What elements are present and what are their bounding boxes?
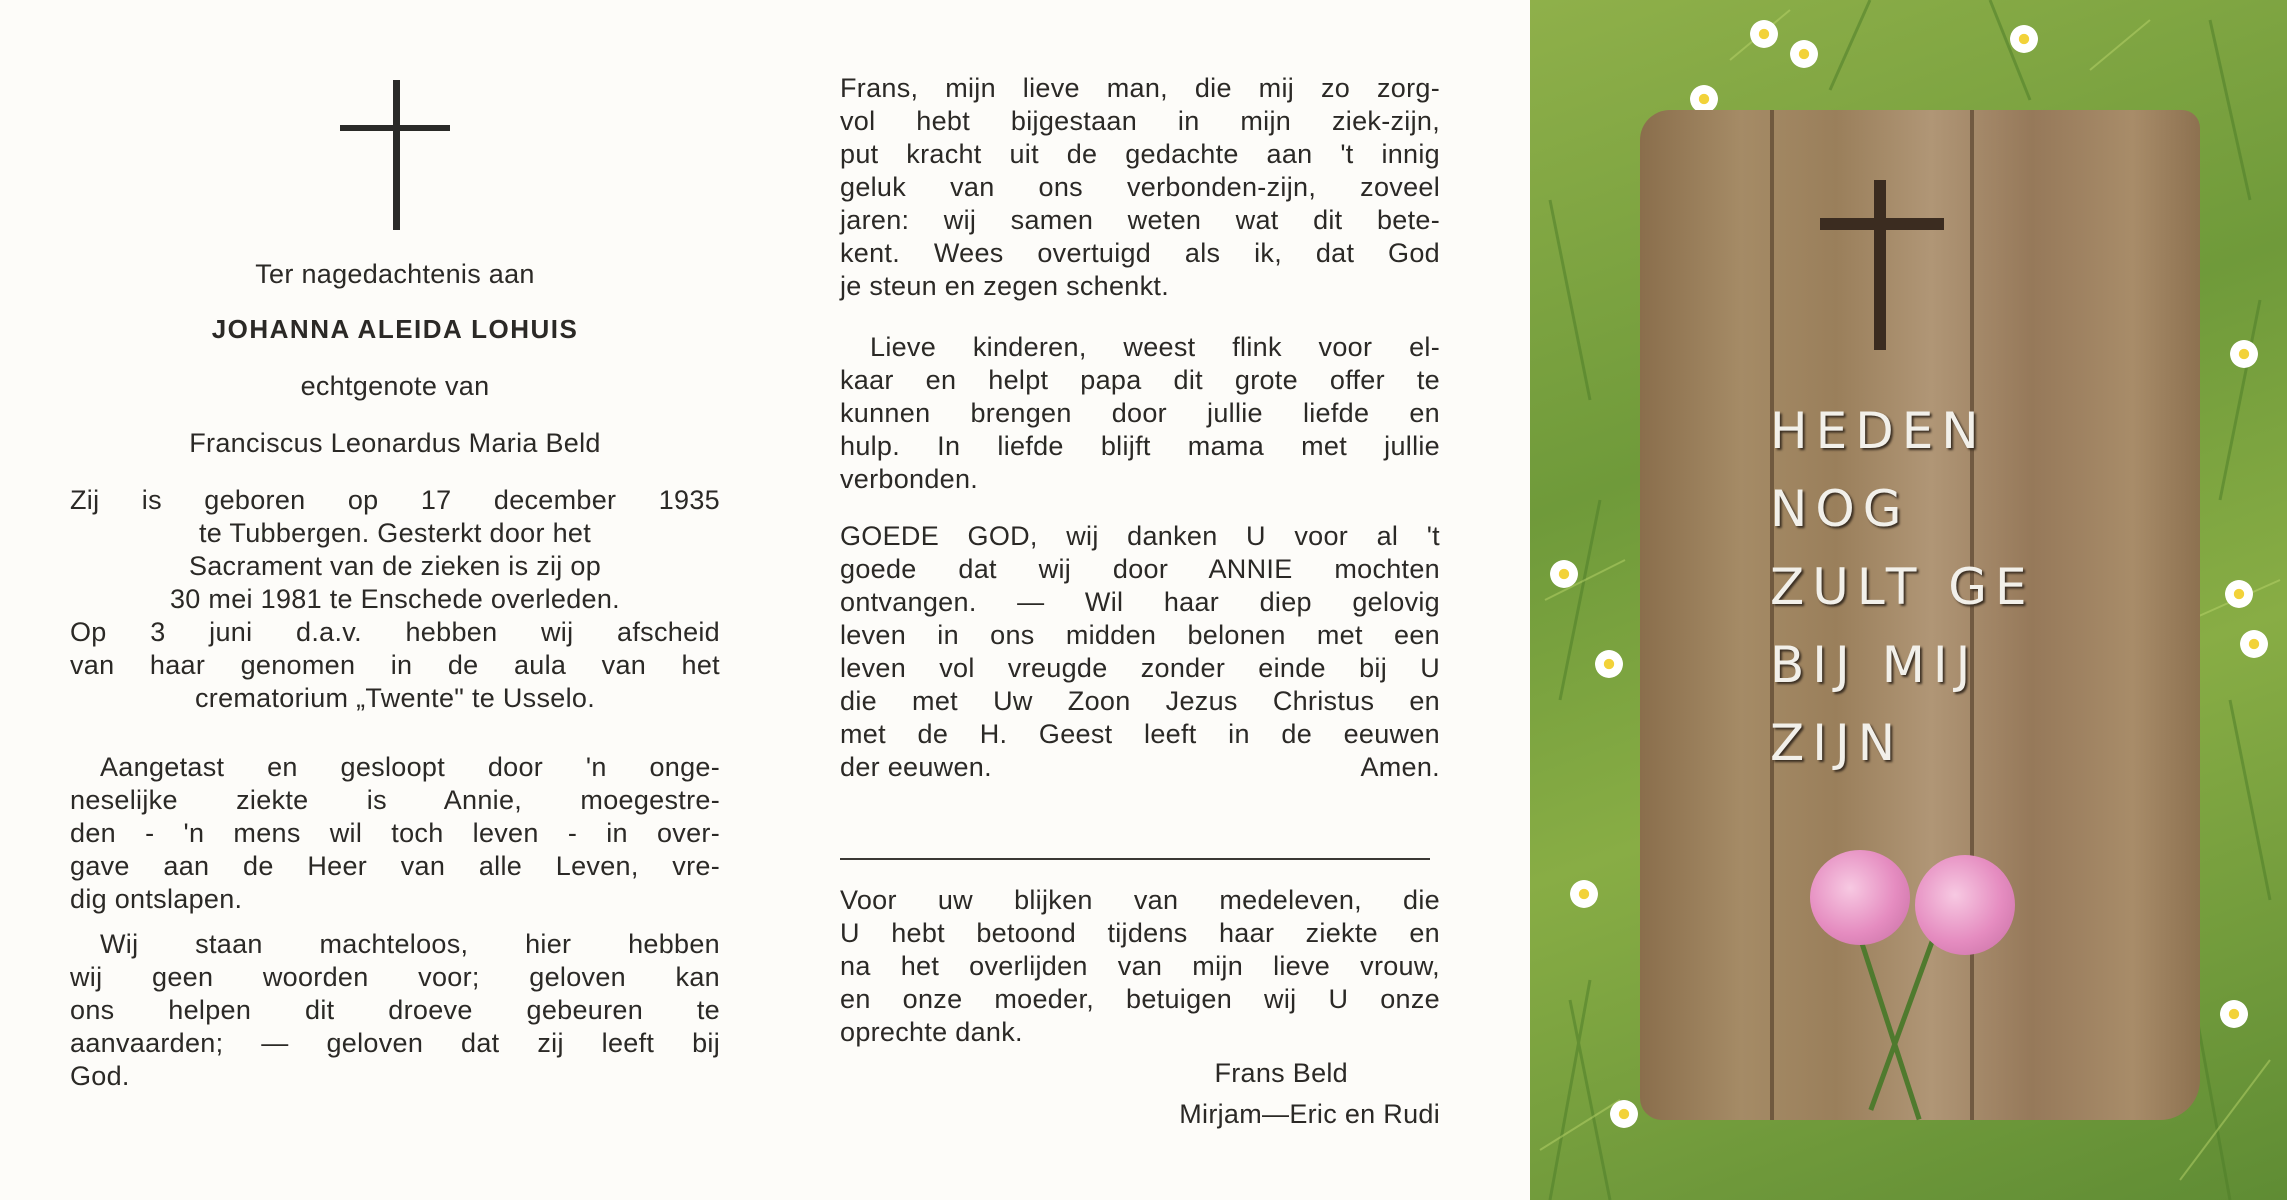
text-line: U hebt betoond tijdens haar ziekte en bbox=[840, 918, 1440, 948]
cross-icon bbox=[340, 70, 450, 230]
bio-line: 30 mei 1981 te Enschede overleden. bbox=[169, 584, 620, 614]
text-line: GOEDE GOD, wij danken U voor al 't bbox=[840, 521, 1440, 551]
intro-text: Ter nagedachtenis aan bbox=[255, 259, 535, 289]
paragraph-illness bbox=[70, 751, 720, 916]
text-line: kunnen brengen door jullie liefde en bbox=[840, 398, 1440, 428]
text-line: wij geen woorden voor; geloven kan bbox=[70, 962, 720, 992]
text-line: aanvaarden; — geloven dat zij leeft bij bbox=[70, 1028, 720, 1058]
bio-line: Sacrament van de zieken is zij op bbox=[188, 551, 602, 581]
daisy-icon bbox=[1550, 560, 1578, 588]
text-line: der eeuwen. bbox=[840, 752, 992, 782]
text-line: met de H. Geest leeft in de eeuwen bbox=[840, 719, 1440, 749]
middle-column bbox=[840, 72, 1440, 1131]
text-line: Voor uw blijken van medeleven, die bbox=[840, 885, 1440, 915]
inscription-line: HEDEN bbox=[1770, 402, 1987, 460]
daisy-icon bbox=[1690, 85, 1718, 113]
daisy-icon bbox=[1570, 880, 1598, 908]
text-line: neselijke ziekte is Annie, moegestre- bbox=[70, 785, 720, 815]
text-line: leven vol vreugde zonder einde bij U bbox=[840, 653, 1440, 683]
text-line: en onze moeder, betuigen wij U onze bbox=[840, 984, 1440, 1014]
spouse-label: echtgenote van bbox=[300, 371, 490, 401]
inscription-line: NOG bbox=[1770, 480, 1910, 538]
text-line: gave aan de Heer van alle Leven, vre- bbox=[70, 851, 720, 881]
spouse-name: Franciscus Leonardus Maria Beld bbox=[189, 428, 601, 458]
amen-text: Amen. bbox=[1360, 752, 1440, 782]
text-line: Frans, mijn lieve man, die mij zo zorg- bbox=[840, 73, 1440, 103]
daisy-icon bbox=[2225, 580, 2253, 608]
paragraph-children bbox=[840, 331, 1440, 496]
text-line: geluk van ons verbonden-zijn, zoveel bbox=[840, 172, 1440, 202]
prayer-closing bbox=[840, 751, 1440, 784]
photo-wooden-board bbox=[1530, 0, 2287, 1200]
daisy-icon bbox=[2240, 630, 2268, 658]
bio-line: Zij is geboren op 17 december 1935 bbox=[70, 485, 720, 515]
daisy-icon bbox=[1610, 1100, 1638, 1128]
bio-line: Op 3 juni d.a.v. hebben wij afscheid bbox=[70, 617, 720, 647]
rose-stem bbox=[1855, 928, 1922, 1120]
text-line: God. bbox=[70, 1061, 130, 1091]
text-line: ons helpen dit droeve gebeuren te bbox=[70, 995, 720, 1025]
rose-stem bbox=[1868, 940, 1934, 1111]
inscription-line: BIJ MIJ bbox=[1770, 636, 1979, 694]
signature-husband: Frans Beld bbox=[1214, 1058, 1348, 1088]
text-line: Lieve kinderen, weest flink voor el- bbox=[870, 332, 1440, 362]
bio-line: van haar genomen in de aula van het bbox=[70, 650, 720, 680]
signature-children: Mirjam—Eric en Rudi bbox=[1179, 1099, 1440, 1129]
text-line: die met Uw Zoon Jezus Christus en bbox=[840, 686, 1440, 716]
bio-line: crematorium „Twente" te Usselo. bbox=[194, 683, 595, 713]
board-inscription bbox=[1770, 392, 2070, 782]
wooden-board bbox=[1640, 110, 2200, 1120]
daisy-icon bbox=[1750, 20, 1778, 48]
text-line: Wij staan machteloos, hier hebben bbox=[100, 929, 720, 959]
text-line: jaren: wij samen weten wat dit bete- bbox=[840, 205, 1440, 235]
bio-line: te Tubbergen. Gesterkt door het bbox=[198, 518, 592, 548]
divider-line bbox=[840, 858, 1430, 860]
text-line: kaar en helpt papa dit grote offer te bbox=[840, 365, 1440, 395]
text-line: vol hebt bijgestaan in mijn ziek-zijn, bbox=[840, 106, 1440, 136]
text-line: ontvangen. — Wil haar diep gelovig bbox=[840, 587, 1440, 617]
cross-symbol bbox=[70, 70, 720, 230]
text-line: dig ontslapen. bbox=[70, 884, 243, 914]
daisy-icon bbox=[2010, 25, 2038, 53]
inscription-line: ZULT GE bbox=[1770, 558, 2035, 616]
pink-rose bbox=[1915, 855, 2015, 955]
board-cross-bar bbox=[1820, 218, 1944, 230]
board-cross-icon bbox=[1874, 180, 1886, 350]
daisy-icon bbox=[2230, 340, 2258, 368]
text-line: verbonden. bbox=[840, 464, 979, 494]
text-line: je steun en zegen schenkt. bbox=[840, 271, 1170, 301]
text-line: na het overlijden van mijn lieve vrouw, bbox=[840, 951, 1440, 981]
daisy-icon bbox=[1595, 650, 1623, 678]
text-line: den - 'n mens wil toch leven - in over- bbox=[70, 818, 720, 848]
inscription-line: ZIJN bbox=[1770, 714, 1904, 772]
text-line: put kracht uit de gedachte aan 't innig bbox=[840, 139, 1440, 169]
paragraph-husband bbox=[840, 72, 1440, 303]
text-line: goede dat wij door ANNIE mochten bbox=[840, 554, 1440, 584]
text-line: hulp. In liefde blijft mama met jullie bbox=[840, 431, 1440, 461]
daisy-icon bbox=[1790, 40, 1818, 68]
text-line: leven in ons midden belonen met een bbox=[840, 620, 1440, 650]
paragraph-prayer bbox=[840, 520, 1440, 784]
biography bbox=[70, 484, 720, 715]
left-column bbox=[70, 70, 720, 1093]
paragraph-faith bbox=[70, 928, 720, 1093]
text-line: oprechte dank. bbox=[840, 1017, 1023, 1047]
pink-rose bbox=[1810, 850, 1910, 945]
daisy-icon bbox=[2220, 1000, 2248, 1028]
paragraph-thanks bbox=[840, 884, 1440, 1049]
text-line: Aangetast en gesloopt door 'n onge- bbox=[100, 752, 720, 782]
deceased-name: JOHANNA ALEIDA LOHUIS bbox=[211, 314, 579, 344]
text-line: kent. Wees overtuigd als ik, dat God bbox=[840, 238, 1440, 268]
